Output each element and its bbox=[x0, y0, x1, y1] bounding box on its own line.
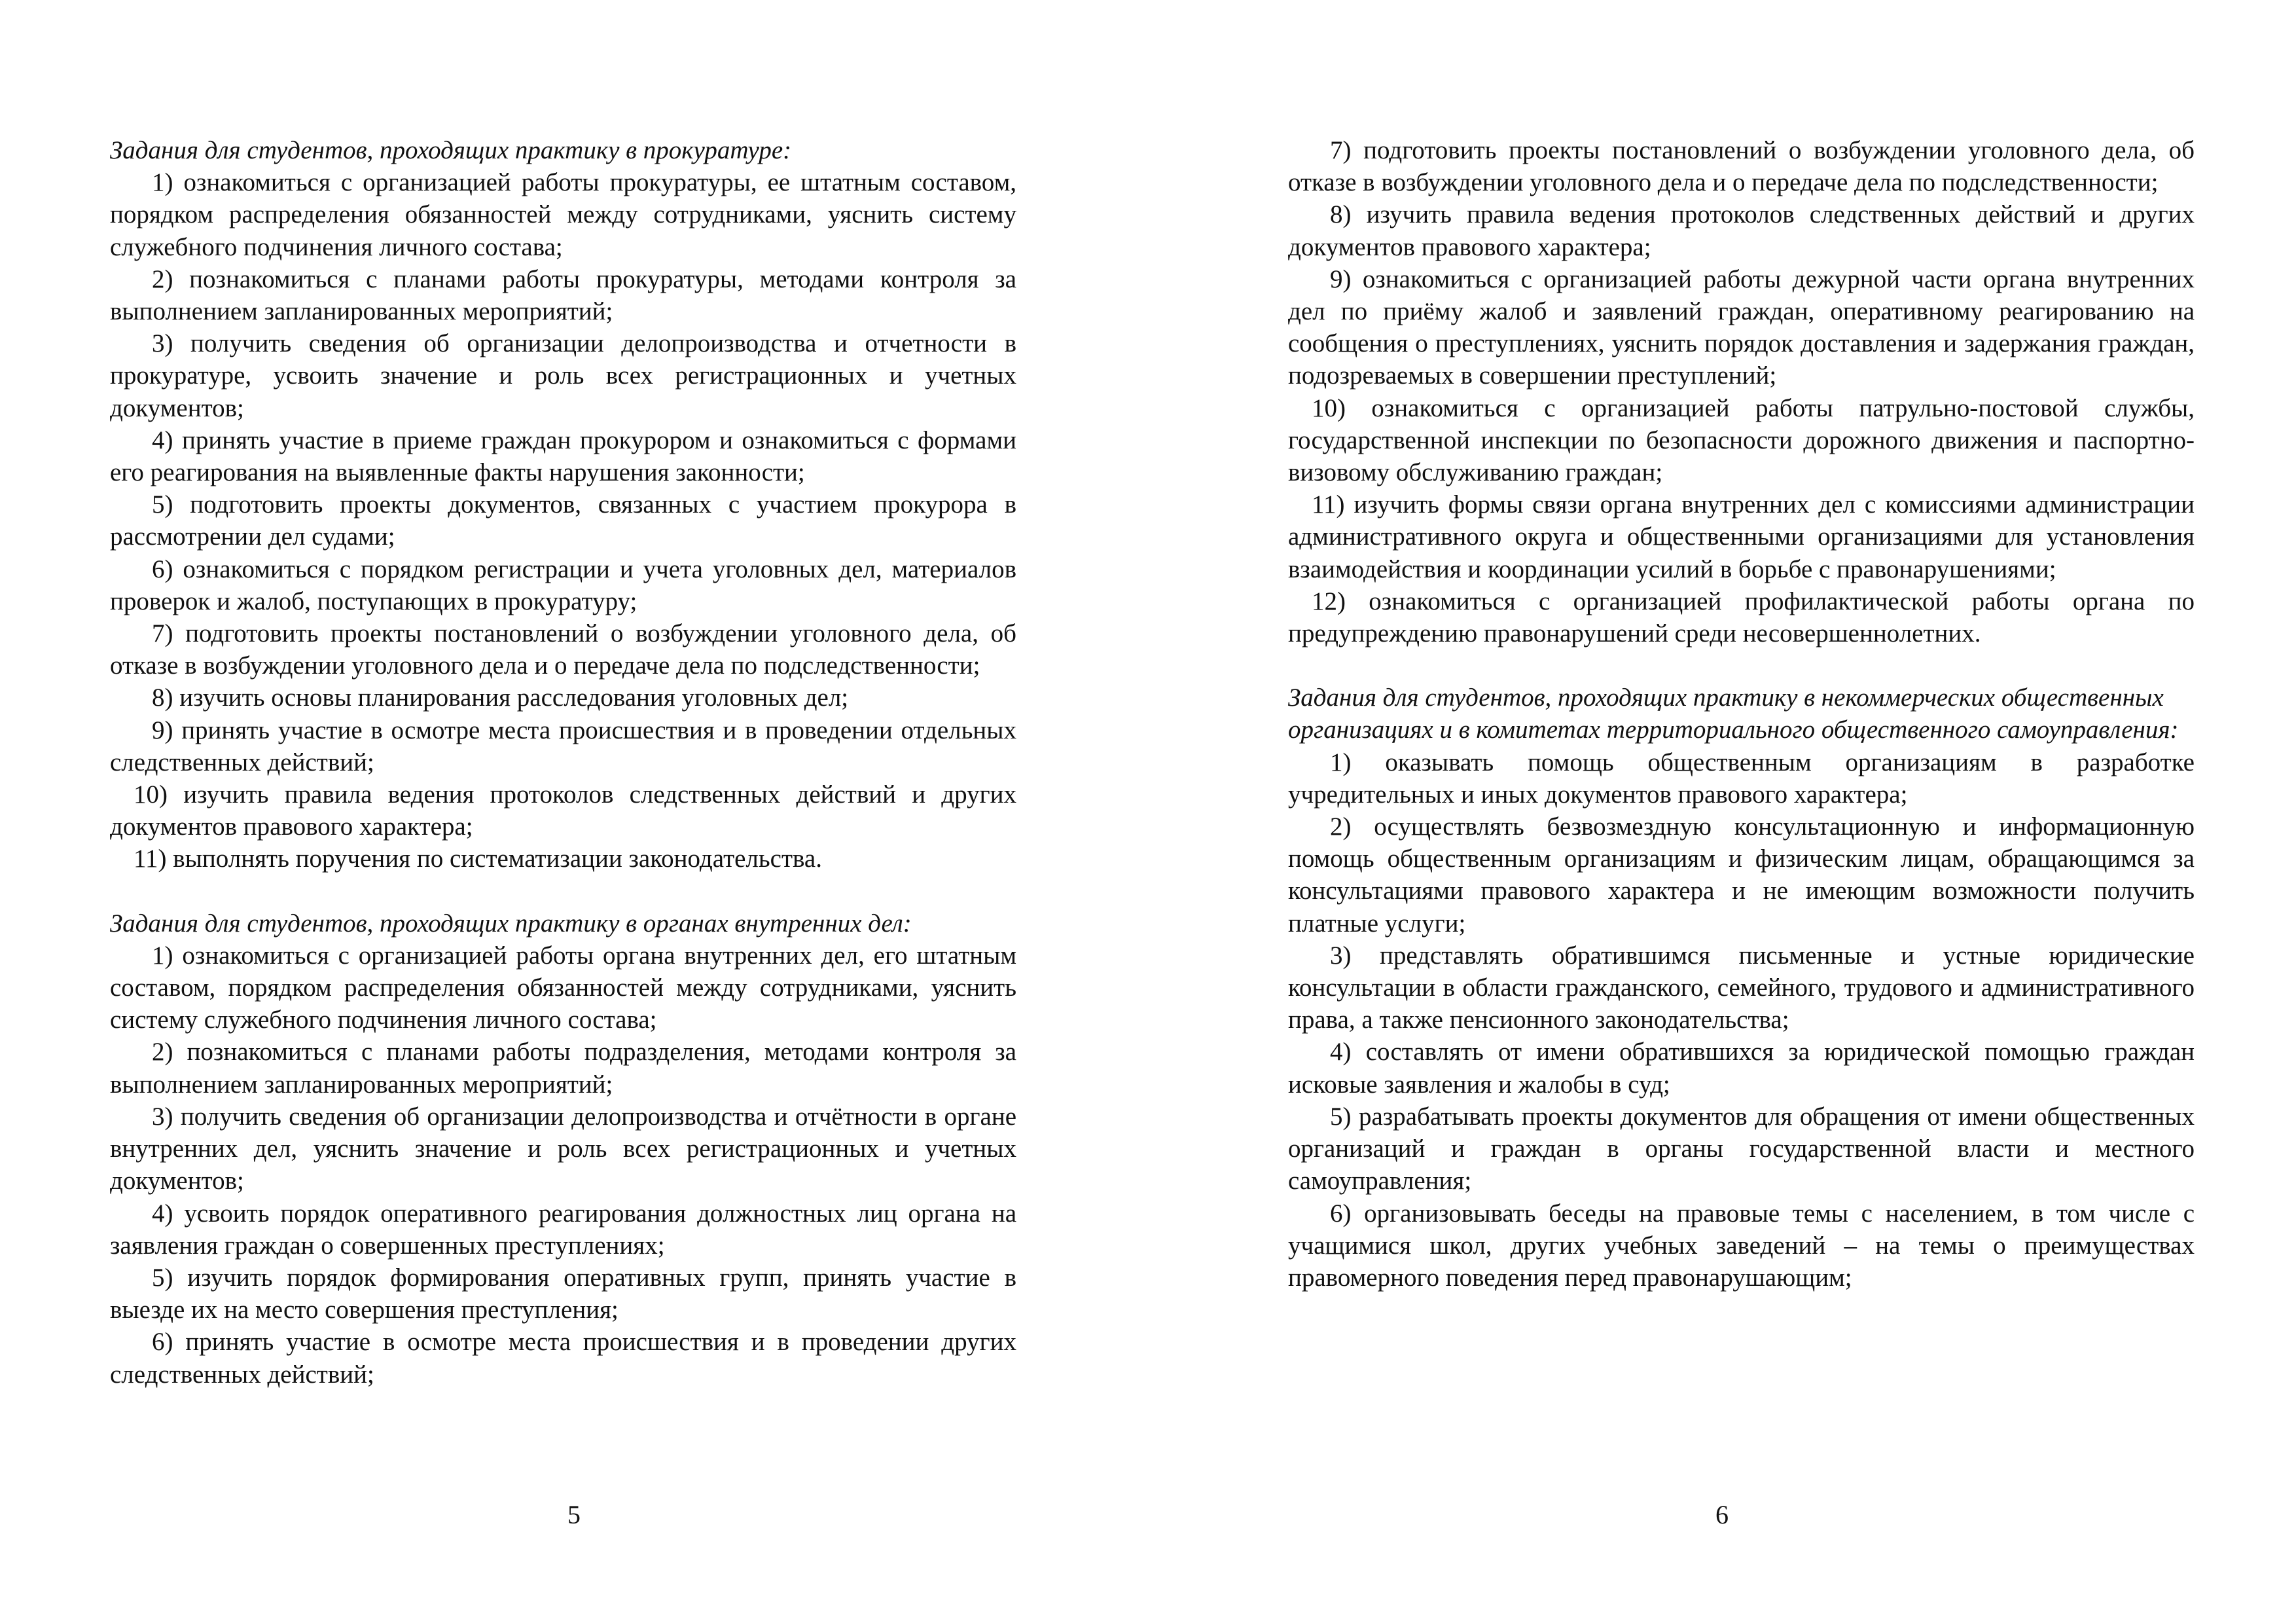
list-item: 6) принять участие в осмотре места происшествия и в проведении других следственных действий; bbox=[110, 1328, 1016, 1389]
page-number: 5 bbox=[567, 1500, 581, 1529]
list-item: 9) принять участие в осмотре места происшествия и в проведении отдельных следственных действий; bbox=[110, 716, 1016, 776]
section-heading-prosecutor: Задания для студентов, проходящих практику в прокуратуре: bbox=[110, 136, 792, 164]
list-item: 5) изучить порядок формирования оперативных групп, принять участие в выезде их на место совершения преступления; bbox=[110, 1263, 1016, 1324]
list-item: 4) составлять от имени обратившихся за юридической помощью граждан исковые заявления и жалобы в суд; bbox=[1288, 1038, 2195, 1099]
section-heading-nonprofit: Задания для студентов, проходящих практику в некоммерческих общественных организациях и в комитетах территориального общественного самоуправления: bbox=[1288, 684, 2179, 744]
right-page-content bbox=[1288, 134, 2195, 1294]
list-item: 11) изучить формы связи органа внутренних дел с комиссиями администрации административного округа и общественными организациями для установления взаимодействия и координации усилий в борьбе с правонарушениями; bbox=[1288, 490, 2195, 583]
list-item: 7) подготовить проекты постановлений о возбуждении уголовного дела, об отказе в возбуждении уголовного дела и о передаче дела по подследственности; bbox=[110, 619, 1016, 680]
right-page bbox=[1148, 0, 2296, 1623]
list-item: 4) принять участие в приеме граждан прокурором и ознакомиться с формами его реагирования на выявленные факты нарушения законности; bbox=[110, 426, 1016, 487]
list-item: 6) ознакомиться с порядком регистрации и учета уголовных дел, материалов проверок и жалоб, поступающих в прокуратуру; bbox=[110, 555, 1016, 615]
list-item: 2) познакомиться с планами работы прокуратуры, методами контроля за выполнением запланированных мероприятий; bbox=[110, 264, 1016, 326]
list-item: 5) разрабатывать проекты документов для обращения от имени общественных организаций и граждан в органы государственной власти и местного самоуправления; bbox=[1288, 1102, 2195, 1195]
list-item: 7) подготовить проекты постановлений о возбуждении уголовного дела, об отказе в возбуждении уголовного дела и о передаче дела по подследственности; bbox=[1288, 136, 2195, 197]
list-item: 1) ознакомиться с организацией работы прокуратуры, ее штатным составом, порядком распределения обязанностей между сотрудниками, уяснить систему служебного подчинения личного состава; bbox=[110, 168, 1016, 261]
left-page-content bbox=[110, 134, 1016, 1391]
list-item: 4) усвоить порядок оперативного реагирования должностных лиц органа на заявления граждан о совершенных преступлениях; bbox=[110, 1199, 1016, 1260]
list-item: 12) ознакомиться с организацией профилактической работы органа по предупреждению правонарушений среди несовершеннолетних. bbox=[1288, 587, 2195, 648]
list-item: 8) изучить правила ведения протоколов следственных действий и других документов правового характера; bbox=[1288, 200, 2195, 261]
list-item: 1) ознакомиться с организацией работы органа внутренних дел, его штатным составом, порядком распределения обязанностей между сотрудниками, уяснить систему служебного подчинения личного состава; bbox=[110, 941, 1016, 1034]
list-item: 10) ознакомиться с организацией работы патрульно-постовой службы, государственной инспекции по безопасности дорожного движения и паспортно-визовому обслуживанию граждан; bbox=[1288, 393, 2195, 487]
list-item: 8) изучить основы планирования расследования уголовных дел; bbox=[152, 684, 849, 712]
list-item: 3) представлять обратившимся письменные и устные юридические консультации в области гражданского, семейного, трудового и административного права, а также пенсионного законодательства; bbox=[1288, 941, 2195, 1034]
page-number: 6 bbox=[1715, 1500, 1729, 1529]
list-item: 11) выполнять поручения по систематизации законодательства. bbox=[134, 845, 822, 873]
list-item: 1) оказывать помощь общественным организациям в разработке учредительных и иных документов правового характера; bbox=[1288, 748, 2195, 809]
list-item: 10) изучить правила ведения протоколов следственных действий и других документов правового характера; bbox=[110, 780, 1016, 841]
section-heading-internal-affairs: Задания для студентов, проходящих практику в органах внутренних дел: bbox=[110, 909, 912, 938]
list-item: 2) познакомиться с планами работы подразделения, методами контроля за выполнением запланированных мероприятий; bbox=[110, 1038, 1016, 1099]
list-item: 3) получить сведения об организации делопроизводства и отчётности в органе внутренних дел, уяснить значение и роль всех регистрационных и учетных документов; bbox=[110, 1102, 1016, 1195]
list-item: 5) подготовить проекты документов, связанных с участием прокурора в рассмотрении дел судами; bbox=[110, 490, 1016, 551]
list-item: 2) осуществлять безвозмездную консультационную и информационную помощь общественным организациям и физическим лицам, обращающимся за консультациями правового характера и не имеющим возможности получить платные услуги; bbox=[1288, 812, 2195, 938]
list-item: 3) получить сведения об организации делопроизводства и отчетности в прокуратуре, усвоить значение и роль всех регистрационных и учетных документов; bbox=[110, 329, 1016, 422]
list-item: 6) организовывать беседы на правовые темы с населением, в том числе с учащимися школ, других учебных заведений – на темы о преимуществах правомерного поведения перед правонарушающим; bbox=[1288, 1199, 2195, 1292]
list-item: 9) ознакомиться с организацией работы дежурной части органа внутренних дел по приёму жалоб и заявлений граждан, оперативному реагированию на сообщения о преступлениях, уяснить порядок доставления и задержания граждан, подозреваемых в совершении преступлений; bbox=[1288, 264, 2195, 390]
